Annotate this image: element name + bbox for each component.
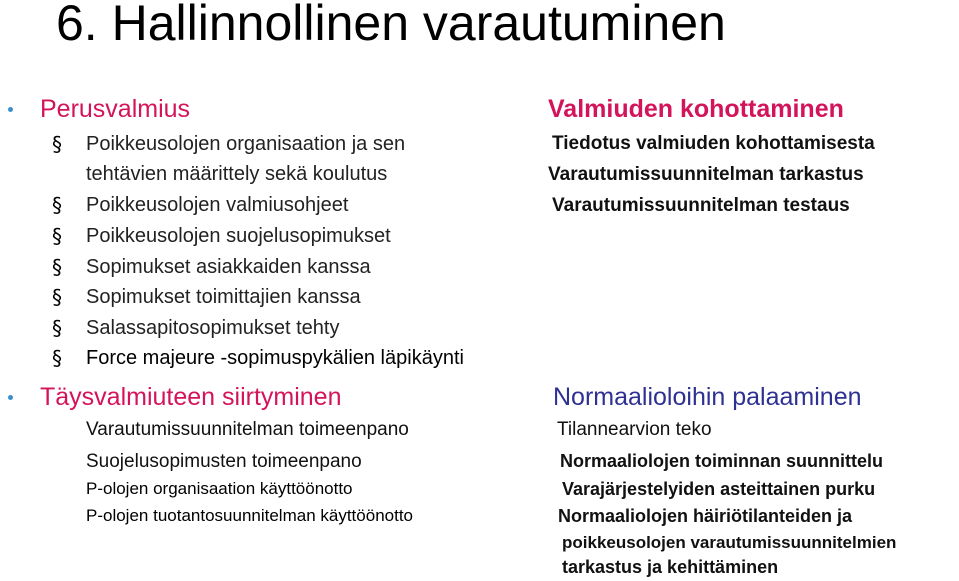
sub-bullet-icon: § xyxy=(52,132,62,156)
valmiuden-item: Varautumissuunnitelman testaus xyxy=(552,195,850,216)
sub-bullet-icon: § xyxy=(52,224,62,248)
normaalioloihin-item: Varajärjestelyiden asteittainen purku xyxy=(562,479,876,499)
sub-bullet-icon: § xyxy=(52,193,62,217)
bullet-dot xyxy=(8,395,13,400)
slide-title: 6. Hallinnollinen varautuminen xyxy=(56,0,726,51)
taysvalmius-item: P-olojen organisaation käyttöönotto xyxy=(86,479,353,498)
perusvalmius-item: Salassapitosopimukset tehty xyxy=(86,317,340,339)
perusvalmius-item: Sopimukset toimittajien kanssa xyxy=(86,286,361,308)
perusvalmius-item: Poikkeusolojen organisaation ja sen xyxy=(86,133,406,155)
perusvalmius-item: tehtävien määrittely sekä koulutus xyxy=(86,163,388,185)
perusvalmius-item: Poikkeusolojen valmiusohjeet xyxy=(86,194,349,216)
heading-valmiuden-kohottaminen: Valmiuden kohottaminen xyxy=(548,95,844,123)
sub-bullet-icon: § xyxy=(52,316,62,340)
heading-perusvalmius: Perusvalmius xyxy=(40,95,191,123)
normaalioloihin-item: tarkastus ja kehittäminen xyxy=(562,557,779,577)
sub-bullet-icon: § xyxy=(52,285,62,309)
normaalioloihin-item: poikkeusolojen varautumissuunnitelmien xyxy=(562,533,897,552)
heading-normaalioloihin: Normaalioloihin palaaminen xyxy=(553,383,862,411)
normaalioloihin-item: Normaaliolojen toiminnan suunnittelu xyxy=(560,451,884,471)
normaalioloihin-item: Normaaliolojen häiriötilanteiden ja xyxy=(558,506,853,526)
taysvalmius-item: Varautumissuunnitelman toimeenpano xyxy=(86,419,409,440)
sub-bullet-icon: § xyxy=(52,346,62,370)
perusvalmius-item: Poikkeusolojen suojelusopimukset xyxy=(86,225,391,247)
valmiuden-item: Varautumissuunnitelman tarkastus xyxy=(548,164,864,185)
taysvalmius-item: Suojelusopimusten toimeenpano xyxy=(86,451,362,472)
bullet-dot xyxy=(8,107,13,112)
heading-taysvalmius: Täysvalmiuteen siirtyminen xyxy=(40,383,342,411)
perusvalmius-item: Force majeure -sopimuspykälien läpikäynti xyxy=(86,347,464,369)
perusvalmius-item: Sopimukset asiakkaiden kanssa xyxy=(86,256,371,278)
valmiuden-item: Tiedotus valmiuden kohottamisesta xyxy=(552,133,875,154)
taysvalmius-item: P-olojen tuotantosuunnitelman käyttöönotto xyxy=(86,506,414,525)
sub-bullet-icon: § xyxy=(52,255,62,279)
normaalioloihin-item: Tilannearvion teko xyxy=(557,419,712,440)
